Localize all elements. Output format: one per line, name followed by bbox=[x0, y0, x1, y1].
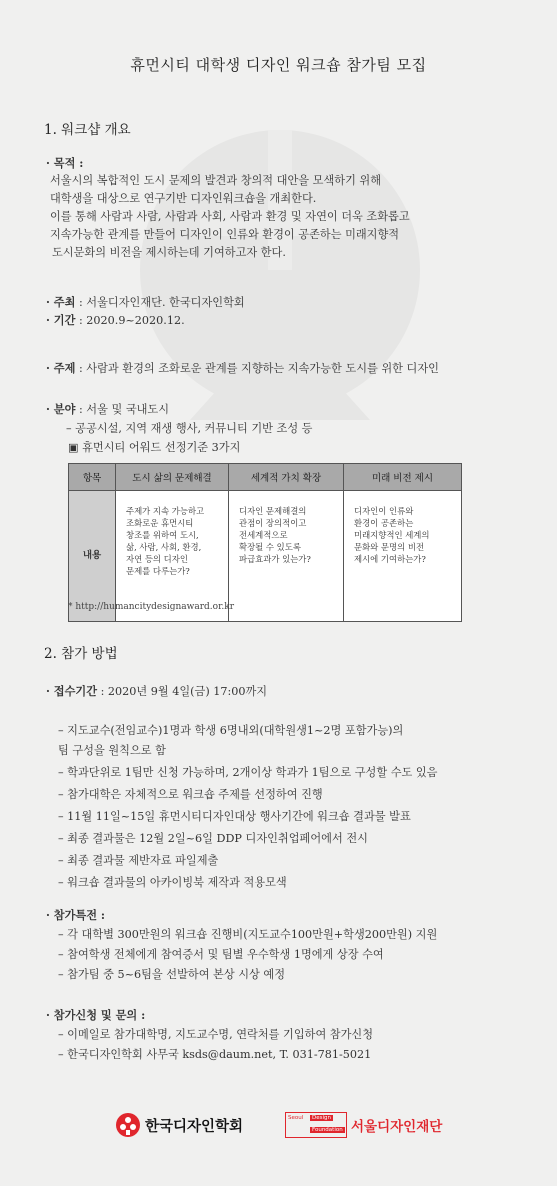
method-item-3: – 참가대학은 자체적으로 워크숍 주제를 선정하여 진행 bbox=[58, 788, 323, 801]
host-row bbox=[46, 293, 245, 312]
deadline-row bbox=[46, 682, 267, 701]
period-label: · 기간 bbox=[46, 313, 76, 327]
benefits-label: · 참가특전 : bbox=[46, 908, 106, 922]
ksd-logo-icon bbox=[115, 1112, 141, 1138]
table-row-label: 내용 bbox=[69, 491, 116, 622]
table-header-vision: 미래 비전 제시 bbox=[344, 464, 462, 491]
benefit-item-2: – 참여학생 전체에게 참여증서 및 팀별 우수학생 1명에게 상장 수여 bbox=[58, 948, 384, 961]
sdf-logo bbox=[285, 1112, 442, 1138]
purpose-line-2: 대학생을 대상으로 연구기반 디자인워크숍을 개최한다. bbox=[50, 192, 317, 205]
sdf-logo-mark bbox=[285, 1112, 347, 1138]
host-value: : 서울디자인재단. 한국디자인학회 bbox=[75, 296, 245, 309]
table-cell-global: 디자인 문제해결의 관점이 장의적이고 전세계적으로 확장될 수 있도록 파급효과가 있는가? bbox=[229, 491, 344, 622]
sdf-logo-seoul: Seoul bbox=[288, 1115, 304, 1121]
deadline-label: · 접수기간 bbox=[46, 684, 98, 698]
field-value: : 서울 및 국내도시 bbox=[75, 403, 170, 416]
field-row bbox=[46, 400, 169, 419]
apply-label: · 참가신청 및 문의 : bbox=[46, 1008, 146, 1022]
table-header-problem: 도시 삶의 문제해결 bbox=[116, 464, 229, 491]
period-value: : 2020.9~2020.12. bbox=[75, 314, 185, 327]
method-item-1-cont: 팀 구성을 원칙으로 함 bbox=[58, 744, 166, 757]
method-item-6: – 최종 결과물 제반자료 파일제출 bbox=[58, 854, 219, 867]
method-item-4: – 11월 11일~15일 휴먼시티디자인대상 행사기간에 워크숍 결과물 발표 bbox=[58, 810, 411, 823]
purpose-line-1: 서울시의 복합적인 도시 문제의 발견과 창의적 대안을 모색하기 위해 bbox=[50, 174, 382, 187]
ksd-logo bbox=[115, 1112, 243, 1138]
theme-row bbox=[46, 359, 439, 378]
sdf-logo-design: Design bbox=[312, 1115, 331, 1121]
footnote-url: * http://humancitydesignaward.or.kr bbox=[68, 602, 235, 612]
table-cell-vision: 디자인이 인류와 환경이 공존하는 미래지향적인 세계의 문화와 문명의 비전 제시에 기여하는가? bbox=[344, 491, 462, 622]
theme-value: : 사람과 환경의 조화로운 관계를 지향하는 지속가능한 도시를 위한 디자인 bbox=[75, 362, 439, 375]
benefit-item-3: – 참가팀 중 5~6팀을 선발하여 본상 시상 예정 bbox=[58, 968, 286, 981]
method-item-2: – 학과단위로 1팀만 신청 가능하며, 2개이상 학과가 1팀으로 구성할 수도 있음 bbox=[58, 766, 438, 779]
page-title: 휴먼시티 대학생 디자인 워크숍 참가팀 모집 bbox=[130, 56, 427, 74]
sdf-logo-foundation: Foundation bbox=[312, 1127, 343, 1133]
apply-item-1: – 이메일로 참가대학명, 지도교수명, 연락처를 기입하여 참가신청 bbox=[58, 1028, 374, 1041]
table-header-global: 세계적 가치 확장 bbox=[229, 464, 344, 491]
table-header-item: 항목 bbox=[69, 464, 116, 491]
sdf-logo-name: 서울디자인재단 bbox=[351, 1119, 443, 1135]
method-item-1: – 지도교수(전임교수)1명과 학생 6명내외(대학원생1~2명 포함가능)의 bbox=[58, 724, 404, 737]
field-sub: – 공공시설, 지역 재생 행사, 커뮤니티 기반 조성 등 bbox=[66, 422, 313, 435]
section1-heading: 1. 워크샵 개요 bbox=[44, 122, 131, 138]
method-item-7: – 워크숍 결과물의 아카이빙북 제작과 적용모색 bbox=[58, 876, 287, 889]
criteria-title: ▣ 휴먼시티 어워드 선정기준 3가지 bbox=[68, 441, 241, 454]
criteria-table bbox=[68, 463, 462, 622]
field-label: · 분야 bbox=[46, 402, 76, 416]
benefit-item-1: – 각 대학별 300만원의 워크숍 진행비(지도교수100만원+학생200만원) 지원 bbox=[58, 928, 438, 941]
deadline-value: : 2020년 9월 4일(금) 17:00까지 bbox=[97, 685, 268, 698]
table-cell-problem: 주제가 지속 가능하고 조화로운 휴먼시티 창조를 위하여 도시, 삶, 사람, 사회, 환경, 자연 등의 디자인 문제를 다루는가? bbox=[116, 491, 229, 622]
period-row bbox=[46, 311, 185, 330]
section2-heading: 2. 참가 방법 bbox=[44, 646, 118, 662]
purpose-line-4: 지속가능한 관계를 만들어 디자인이 인류와 환경이 공존하는 미래지향적 bbox=[50, 228, 400, 241]
purpose-line-3: 이를 통해 사람과 사람, 사람과 사회, 사람과 환경 및 자연이 더욱 조화롭고 bbox=[50, 210, 410, 223]
theme-label: · 주제 bbox=[46, 361, 76, 375]
host-label: · 주최 bbox=[46, 295, 76, 309]
purpose-line-5: 도시문화의 비전을 제시하는데 기여하고자 한다. bbox=[52, 246, 286, 259]
method-item-5: – 최종 결과물은 12월 2일~6일 DDP 디자인취업페어에서 전시 bbox=[58, 832, 368, 845]
apply-item-2: – 한국디자인학회 사무국 ksds@daum.net, T. 031-781-5021 bbox=[58, 1048, 372, 1061]
purpose-label: · 목적 : bbox=[46, 156, 84, 170]
ksd-logo-name: 한국디자인학회 bbox=[145, 1118, 244, 1135]
criteria-table-header-row bbox=[69, 464, 462, 491]
